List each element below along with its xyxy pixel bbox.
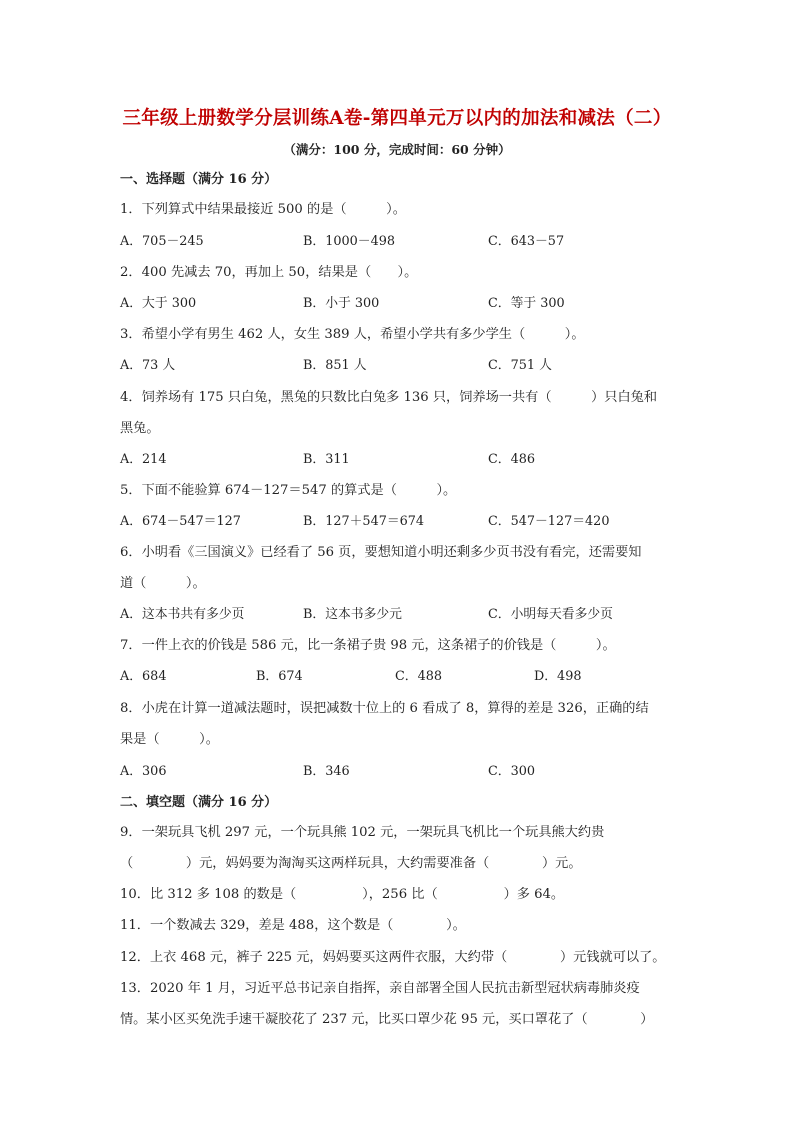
q2-option-a: A．大于 300 bbox=[120, 296, 197, 311]
q8-option-a: A．306 bbox=[120, 764, 167, 779]
q2-option-c: C．等于 300 bbox=[488, 296, 565, 311]
question-11: 11．一个数减去 329，差是 488，这个数是（ ）。 bbox=[120, 918, 466, 933]
q5-option-a: A．674－547＝127 bbox=[120, 514, 241, 529]
question-8-line-1: 8．小虎在计算一道减法题时，误把减数十位上的 6 看成了 8，算得的差是 326，正确的结 bbox=[120, 701, 649, 716]
question-4-line-2: 黑兔。 bbox=[120, 421, 160, 436]
q7-option-c: C．488 bbox=[395, 669, 443, 684]
q8-option-b: B．346 bbox=[303, 764, 350, 779]
q4-option-b: B．311 bbox=[303, 452, 350, 467]
q5-option-c: C．547－127＝420 bbox=[488, 514, 610, 529]
question-6-line-1: 6．小明看《三国演义》已经看了 56 页，要想知道小明还剩多少页书没有看完，还需要知 bbox=[120, 545, 642, 560]
question-3: 3．希望小学有男生 462 人，女生 389 人，希望小学共有多少学生（ ）。 bbox=[120, 327, 585, 342]
q3-option-b: B．851 人 bbox=[303, 358, 367, 373]
q3-option-a: A．73 人 bbox=[120, 358, 176, 373]
q1-option-a: A．705－245 bbox=[120, 234, 204, 249]
page-title: 三年级上册数学分层训练A卷-第四单元万以内的加法和减法（二） bbox=[122, 108, 672, 129]
q7-option-d: D．498 bbox=[534, 669, 582, 684]
section-heading-fill-in: 二、填空题（满分 16 分） bbox=[120, 795, 278, 810]
q7-option-b: B．674 bbox=[256, 669, 303, 684]
question-6-line-2: 道（ ）。 bbox=[120, 576, 206, 591]
q5-option-b: B．127＋547＝674 bbox=[303, 514, 425, 529]
q6-option-c: C．小明每天看多少页 bbox=[488, 607, 613, 622]
question-8-line-2: 果是（ ）。 bbox=[120, 732, 219, 747]
q7-option-a: A．684 bbox=[120, 669, 167, 684]
question-5: 5．下面不能验算 674－127＝547 的算式是（ ）。 bbox=[120, 483, 457, 498]
q3-option-c: C．751 人 bbox=[488, 358, 552, 373]
q6-option-b: B．这本书多少元 bbox=[303, 607, 402, 622]
question-9-line-1: 9．一架玩具飞机 297 元，一个玩具熊 102 元，一架玩具飞机比一个玩具熊大约贵 bbox=[120, 825, 605, 840]
q6-option-a: A．这本书共有多少页 bbox=[120, 607, 245, 622]
question-4-line-1: 4．饲养场有 175 只白兔，黑兔的只数比白兔多 136 只，饲养场一共有（ ）只白兔和 bbox=[120, 390, 658, 405]
question-7: 7．一件上衣的价钱是 586 元，比一条裙子贵 98 元，这条裙子的价钱是（ ）。 bbox=[120, 638, 616, 653]
question-10: 10．比 312 多 108 的数是（ ），256 比（ ）多 64。 bbox=[120, 887, 565, 902]
section-heading-choice: 一、选择题（满分 16 分） bbox=[120, 172, 278, 187]
question-12: 12．上衣 468 元，裤子 225 元，妈妈要买这两件衣服，大约带（ ）元钱就可以了。 bbox=[120, 950, 666, 965]
q1-option-c: C．643－57 bbox=[488, 234, 565, 249]
question-13-line-2: 情。某小区买免洗手速干凝胶花了 237 元，比买口罩少花 95 元，买口罩花了（ ） bbox=[120, 1012, 654, 1027]
page-subtitle: （满分：100 分，完成时间：60 分钟） bbox=[283, 142, 511, 157]
question-2: 2．400 先减去 70，再加上 50，结果是（ ）。 bbox=[120, 265, 418, 280]
question-13-line-1: 13．2020 年 1 月，习近平总书记亲自指挥，亲自部署全国人民抗击新型冠状病毒肺炎疫 bbox=[120, 981, 640, 996]
q1-option-b: B．1000－498 bbox=[303, 234, 395, 249]
q2-option-b: B．小于 300 bbox=[303, 296, 380, 311]
q4-option-c: C．486 bbox=[488, 452, 536, 467]
question-9-line-2: （ ）元，妈妈要为淘淘买这两样玩具，大约需要准备（ ）元。 bbox=[120, 856, 582, 871]
question-1: 1．下列算式中结果最接近 500 的是（ ）。 bbox=[120, 202, 406, 217]
q8-option-c: C．300 bbox=[488, 764, 536, 779]
q4-option-a: A．214 bbox=[120, 452, 167, 467]
